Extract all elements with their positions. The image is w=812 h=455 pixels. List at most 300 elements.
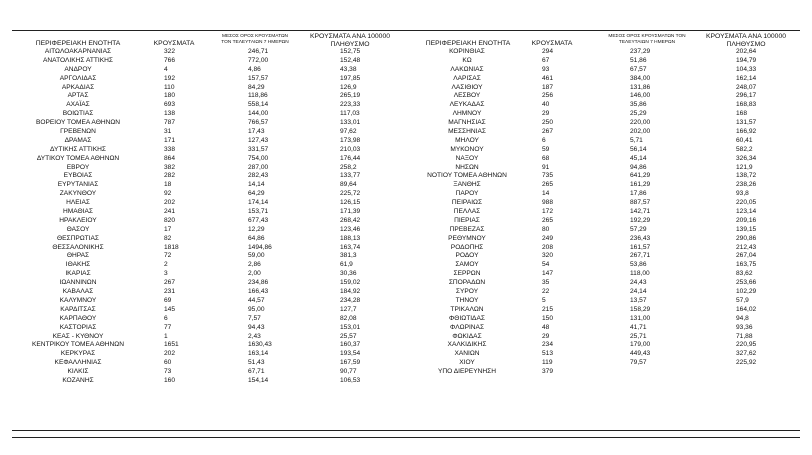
avg7-cell: 179,00 <box>630 341 651 349</box>
per100k-cell: 163,74 <box>340 243 361 251</box>
region-cell: ΜΥΚΟΝΟΥ <box>450 145 484 153</box>
region-cell: ΚΙΛΚΙΣ <box>67 368 89 376</box>
cases-cell: 48 <box>542 323 550 331</box>
bottom-rule <box>12 430 800 431</box>
avg7-cell: 158,29 <box>630 305 651 313</box>
bottom-rule-2 <box>12 437 800 438</box>
table-row <box>408 368 798 377</box>
avg7-cell: 192,29 <box>630 216 651 224</box>
table-row <box>12 66 404 75</box>
table-row <box>12 128 404 137</box>
avg7-cell: 7,57 <box>248 314 261 322</box>
table-row <box>12 261 404 270</box>
per100k-cell: 71,88 <box>736 332 753 340</box>
per100k-cell: 163,75 <box>736 261 757 269</box>
avg7-cell: 2,86 <box>248 261 261 269</box>
cases-cell: 250 <box>542 119 554 127</box>
per100k-cell: 168 <box>736 110 748 118</box>
cases-cell: 461 <box>542 74 554 82</box>
region-cell: ΚΕΑΣ - ΚΥΘΝΟΥ <box>52 332 104 340</box>
avg7-cell: 118,00 <box>630 270 650 278</box>
cases-cell: 241 <box>164 208 176 216</box>
region-cell: ΝΑΞΟΥ <box>455 154 479 162</box>
cases-cell: 787 <box>164 119 176 127</box>
per100k-cell: 160,37 <box>340 341 361 349</box>
region-cell: ΚΕΝΤΡΙΚΟΥ ΤΟΜΕΑ ΑΘΗΝΩΝ <box>32 341 124 349</box>
per100k-cell: 30,36 <box>340 270 357 278</box>
per100k-cell: 126,15 <box>340 199 361 207</box>
cases-cell: 282 <box>164 172 176 180</box>
table-row <box>408 350 798 359</box>
per100k-cell: 327,62 <box>736 350 757 358</box>
region-cell: ΚΑΛΥΜΝΟΥ <box>59 296 97 304</box>
region-cell: ΗΛΕΙΑΣ <box>66 199 90 207</box>
cases-cell: 68 <box>542 154 550 162</box>
cases-cell: 91 <box>542 163 550 171</box>
region-cell: ΕΥΡΥΤΑΝΙΑΣ <box>57 181 99 189</box>
table-row <box>408 288 798 297</box>
cases-cell: 6 <box>164 314 168 322</box>
cases-cell: 35 <box>542 279 550 287</box>
per100k-cell: 43,38 <box>340 65 357 73</box>
table-row <box>12 368 404 377</box>
table-row <box>12 208 404 217</box>
cases-cell: 766 <box>164 56 176 64</box>
avg7-cell: 64,29 <box>248 190 265 198</box>
header-cases-right: ΚΡΟΥΣΜΑΤΑ <box>531 40 573 47</box>
region-cell: ΠΑΡΟΥ <box>455 190 479 198</box>
table-row <box>408 75 798 84</box>
table-row <box>12 324 404 333</box>
avg7-cell: 2,00 <box>248 270 261 278</box>
region-cell: ΥΠΟ ΔΙΕΡΕΥΝΗΣΗ <box>438 368 496 376</box>
region-cell: ΚΟΡΙΝΘΙΑΣ <box>449 48 485 55</box>
table-row <box>12 84 404 93</box>
region-cell: ΣΠΟΡΑΔΩΝ <box>448 279 486 287</box>
cases-cell: 29 <box>542 332 550 340</box>
region-cell: ΘΕΣΠΡΩΤΙΑΣ <box>56 234 100 242</box>
avg7-cell: 331,57 <box>248 145 269 153</box>
cases-cell: 864 <box>164 154 176 162</box>
avg7-cell: 220,00 <box>630 119 651 127</box>
per100k-cell: 168,83 <box>736 101 757 109</box>
cases-cell: 265 <box>542 181 554 189</box>
cases-cell: 1 <box>164 332 168 340</box>
avg7-cell: 384,00 <box>630 74 651 82</box>
region-cell: ΞΑΝΘΗΣ <box>453 181 481 189</box>
per100k-cell: 267,04 <box>736 252 757 260</box>
avg7-cell: 44,57 <box>248 296 265 304</box>
region-cell: ΤΗΝΟΥ <box>455 296 479 304</box>
table-row <box>12 110 404 119</box>
table-row <box>408 101 798 110</box>
region-cell: ΠΡΕΒΕΖΑΣ <box>449 225 485 233</box>
cases-cell: 54 <box>542 261 550 269</box>
cases-cell: 69 <box>164 296 172 304</box>
cases-cell: 1818 <box>164 243 179 251</box>
avg7-cell: 2,43 <box>248 332 261 340</box>
region-cell: ΜΑΓΝΗΣΙΑΣ <box>448 119 486 127</box>
avg7-cell: 94,86 <box>630 163 647 171</box>
cases-cell: 267 <box>542 128 554 136</box>
table-row <box>12 119 404 128</box>
table-row <box>12 164 404 173</box>
avg7-cell: 246,71 <box>248 48 269 55</box>
avg7-cell: 449,43 <box>630 350 651 358</box>
region-cell: ΘΗΡΑΣ <box>66 252 90 260</box>
region-cell: ΜΗΛΟΥ <box>455 136 479 144</box>
region-cell: ΑΡΚΑΔΙΑΣ <box>61 83 95 91</box>
avg7-cell: 1494,86 <box>248 243 272 251</box>
region-cell: ΑΙΤΩΛΟΑΚΑΡΝΑΝΙΑΣ <box>44 48 112 55</box>
avg7-cell: 14,14 <box>248 181 265 189</box>
cases-cell: 735 <box>542 172 554 180</box>
avg7-cell: 234,86 <box>248 279 269 287</box>
cases-cell: 172 <box>542 208 554 216</box>
cases-cell: 2 <box>164 261 168 269</box>
avg7-cell: 267,71 <box>630 252 651 260</box>
per100k-cell: 139,15 <box>736 225 757 233</box>
cases-cell: 150 <box>542 314 554 322</box>
table-row <box>408 217 798 226</box>
avg7-cell: 641,29 <box>630 172 651 180</box>
per100k-cell: 234,28 <box>340 296 361 304</box>
avg7-cell: 79,57 <box>630 359 647 367</box>
avg7-cell: 236,43 <box>630 234 651 242</box>
region-cell: ΚΑΣΤΟΡΙΑΣ <box>59 323 97 331</box>
avg7-cell: 282,43 <box>248 172 269 180</box>
avg7-cell: 17,86 <box>630 190 647 198</box>
cases-cell: 4 <box>164 65 168 73</box>
table-row <box>12 341 404 350</box>
region-cell: ΕΥΒΟΙΑΣ <box>63 172 93 180</box>
region-cell: ΑΡΤΑΣ <box>67 92 89 100</box>
cases-cell: 202 <box>164 199 176 207</box>
avg7-cell: 25,29 <box>630 110 647 118</box>
table-row <box>12 252 404 261</box>
cases-cell: 22 <box>542 288 550 296</box>
cases-cell: 160 <box>164 376 176 384</box>
header-per100k-left: ΚΡΟΥΣΜΑΤΑ ΑΝΑ 100000 ΠΛΗΘΥΣΜΟ <box>309 33 391 48</box>
avg7-cell: 56,14 <box>630 145 647 153</box>
avg7-cell: 12,29 <box>248 225 265 233</box>
per100k-cell: 164,02 <box>736 305 757 313</box>
per100k-cell: 193,54 <box>340 350 361 358</box>
cases-cell: 147 <box>542 270 554 278</box>
left-table-body <box>12 48 404 386</box>
table-row <box>12 244 404 253</box>
avg7-cell: 174,14 <box>248 199 269 207</box>
region-cell: ΛΑΡΙΣΑΣ <box>453 74 481 82</box>
per100k-cell: 268,42 <box>340 216 361 224</box>
region-cell: ΚΑΡΠΑΘΟΥ <box>59 314 97 322</box>
table-row <box>408 172 798 181</box>
cases-cell: 249 <box>542 234 554 242</box>
right-table-body <box>408 48 798 377</box>
per100k-cell: 171,39 <box>340 208 361 216</box>
table-row <box>12 137 404 146</box>
table-row <box>408 119 798 128</box>
region-cell: ΚΑΡΔΙΤΣΑΣ <box>60 305 96 313</box>
region-cell: ΚΕΡΚΥΡΑΣ <box>60 350 96 358</box>
per100k-cell: 93,36 <box>736 323 753 331</box>
per100k-cell: 121,9 <box>736 163 753 171</box>
cases-cell: 3 <box>164 270 168 278</box>
table-row <box>12 359 404 368</box>
avg7-cell: 118,86 <box>248 92 268 100</box>
region-cell: ΑΝΔΡΟΥ <box>64 65 92 73</box>
cases-cell: 320 <box>542 252 554 260</box>
avg7-cell: 144,00 <box>248 110 269 118</box>
table-row <box>12 48 404 57</box>
per100k-cell: 166,92 <box>736 128 757 136</box>
table-row <box>12 146 404 155</box>
avg7-cell: 142,71 <box>630 208 651 216</box>
avg7-cell: 95,00 <box>248 305 265 313</box>
header-avg7-right: ΜΕΣΟΣ ΟΡΟΣ ΚΡΟΥΣΜΑΤΩΝ ΤΟΝ ΤΕΛΕΥΤΑΙΩΝ 7 ΗΜΕΡΩΝ <box>608 34 686 45</box>
avg7-cell: 677,43 <box>248 216 269 224</box>
per100k-cell: 265,19 <box>340 92 361 100</box>
per100k-cell: 152,48 <box>340 56 361 64</box>
region-cell: ΛΕΥΚΑΔΑΣ <box>449 101 485 109</box>
table-row <box>408 57 798 66</box>
cases-cell: 59 <box>542 145 550 153</box>
cases-cell: 988 <box>542 199 554 207</box>
cases-cell: 265 <box>542 216 554 224</box>
table-row <box>12 315 404 324</box>
table-row <box>12 333 404 342</box>
table-row <box>12 155 404 164</box>
avg7-cell: 754,00 <box>248 154 269 162</box>
avg7-cell: 287,00 <box>248 163 269 171</box>
region-cell: ΠΙΕΡΙΑΣ <box>454 216 480 224</box>
avg7-cell: 51,43 <box>248 359 265 367</box>
avg7-cell: 67,71 <box>248 368 265 376</box>
cases-cell: 171 <box>164 136 176 144</box>
cases-cell: 92 <box>164 190 172 198</box>
region-cell: ΛΑΚΩΝΙΑΣ <box>450 65 484 73</box>
cases-cell: 322 <box>164 48 176 55</box>
per100k-cell: 296,17 <box>736 92 757 100</box>
region-cell: ΒΟΡΕΙΟΥ ΤΟΜΕΑ ΑΘΗΝΩΝ <box>35 119 121 127</box>
per100k-cell: 188,13 <box>340 234 361 242</box>
per100k-cell: 162,14 <box>736 74 757 82</box>
cases-cell: 138 <box>164 110 176 118</box>
per100k-cell: 117,03 <box>340 110 360 118</box>
table-row <box>12 288 404 297</box>
per100k-cell: 176,44 <box>340 154 361 162</box>
region-cell: ΣΕΡΡΩΝ <box>453 270 481 278</box>
region-cell: ΡΟΔΟΠΗΣ <box>450 243 484 251</box>
table-row <box>12 306 404 315</box>
avg7-cell: 4,86 <box>248 65 261 73</box>
cases-cell: 256 <box>542 92 554 100</box>
avg7-cell: 45,14 <box>630 154 647 162</box>
region-cell: ΕΒΡΟΥ <box>66 163 90 171</box>
table-row <box>12 350 404 359</box>
avg7-cell: 558,14 <box>248 101 269 109</box>
table-row <box>12 297 404 306</box>
header-region-left: ΠΕΡΙΦΕΡΕΙΑΚΗ ΕΝΟΤΗΤΑ <box>35 40 121 47</box>
per100k-cell: 89,64 <box>340 181 357 189</box>
cases-cell: 234 <box>542 341 554 349</box>
cases-cell: 1651 <box>164 341 179 349</box>
cases-cell: 187 <box>542 83 554 91</box>
table-row <box>12 199 404 208</box>
cases-cell: 379 <box>542 368 554 376</box>
table-row <box>408 110 798 119</box>
avg7-cell: 157,57 <box>248 74 269 82</box>
avg7-cell: 127,43 <box>248 136 269 144</box>
cases-cell: 5 <box>542 296 546 304</box>
cases-cell: 6 <box>542 136 546 144</box>
cases-cell: 145 <box>164 305 176 313</box>
cases-cell: 338 <box>164 145 176 153</box>
avg7-cell: 153,71 <box>248 208 269 216</box>
region-cell: ΡΟΔΟΥ <box>455 252 479 260</box>
per100k-cell: 90,77 <box>340 368 357 376</box>
cases-cell: 231 <box>164 288 176 296</box>
per100k-cell: 220,95 <box>736 341 757 349</box>
avg7-cell: 163,14 <box>248 350 269 358</box>
table-row <box>408 48 798 57</box>
region-cell: ΖΑΚΥΝΘΟΥ <box>59 190 97 198</box>
region-cell: ΙΘΑΚΗΣ <box>65 261 91 269</box>
per100k-cell: 220,05 <box>736 199 757 207</box>
per100k-cell: 60,41 <box>736 136 753 144</box>
avg7-cell: 64,86 <box>248 234 265 242</box>
table-row <box>408 137 798 146</box>
table-row <box>12 92 404 101</box>
per100k-cell: 253,66 <box>736 279 757 287</box>
avg7-cell: 35,86 <box>630 101 647 109</box>
table-row <box>408 333 798 342</box>
per100k-cell: 194,79 <box>736 56 757 64</box>
per100k-cell: 133,01 <box>340 119 361 127</box>
per100k-cell: 82,08 <box>340 314 357 322</box>
per100k-cell: 209,16 <box>736 216 757 224</box>
per100k-cell: 197,85 <box>340 74 361 82</box>
table-row <box>408 226 798 235</box>
cases-cell: 693 <box>164 101 176 109</box>
per100k-cell: 290,86 <box>736 234 757 242</box>
table-row <box>408 244 798 253</box>
cases-cell: 73 <box>164 368 172 376</box>
region-cell: ΔΥΤΙΚΗΣ ΑΤΤΙΚΗΣ <box>50 145 106 153</box>
region-cell: ΛΕΣΒΟΥ <box>453 92 481 100</box>
avg7-cell: 146,00 <box>630 92 651 100</box>
per100k-cell: 238,26 <box>736 181 757 189</box>
cases-cell: 294 <box>542 48 554 55</box>
per100k-cell: 248,07 <box>736 83 757 91</box>
region-cell: ΙΩΑΝΝΙΝΩΝ <box>59 279 97 287</box>
cases-cell: 820 <box>164 216 176 224</box>
table-row <box>12 217 404 226</box>
avg7-cell: 67,57 <box>630 65 647 73</box>
table-row <box>408 199 798 208</box>
region-cell: ΚΑΒΑΛΑΣ <box>62 288 94 296</box>
per100k-cell: 94,8 <box>736 314 749 322</box>
cases-cell: 82 <box>164 234 172 242</box>
table-row <box>408 270 798 279</box>
region-cell: ΜΕΣΣΗΝΙΑΣ <box>448 128 486 136</box>
avg7-cell: 17,43 <box>248 128 265 136</box>
avg7-cell: 131,00 <box>630 314 651 322</box>
per100k-cell: 223,33 <box>340 101 361 109</box>
per100k-cell: 127,7 <box>340 305 357 313</box>
cases-cell: 180 <box>164 92 176 100</box>
per100k-cell: 381,3 <box>340 252 357 260</box>
avg7-cell: 154,14 <box>248 376 269 384</box>
table-row <box>12 101 404 110</box>
region-cell: ΙΚΑΡΙΑΣ <box>65 270 91 278</box>
cases-cell: 119 <box>542 359 553 367</box>
region-cell: ΗΜΑΘΙΑΣ <box>63 208 93 216</box>
per100k-cell: 93,8 <box>736 190 749 198</box>
per100k-cell: 104,33 <box>736 65 757 73</box>
region-cell: ΔΥΤΙΚΟΥ ΤΟΜΕΑ ΑΘΗΝΩΝ <box>36 154 120 162</box>
per100k-cell: 225,72 <box>340 190 361 198</box>
avg7-cell <box>602 368 702 377</box>
per100k-cell: 131,57 <box>736 119 757 127</box>
per100k-cell: 202,64 <box>736 48 757 55</box>
avg7-cell: 766,57 <box>248 119 269 127</box>
per100k-cell: 106,53 <box>340 376 361 384</box>
avg7-cell: 1630,43 <box>248 341 272 349</box>
region-cell: ΛΑΣΙΘΙΟΥ <box>451 83 483 91</box>
table-row <box>408 92 798 101</box>
avg7-cell: 772,00 <box>248 56 269 64</box>
per100k-cell <box>702 368 798 377</box>
per100k-cell: 210,03 <box>340 145 361 153</box>
cases-cell: 77 <box>164 323 172 331</box>
per100k-cell: 25,57 <box>340 332 357 340</box>
avg7-cell: 161,57 <box>630 243 651 251</box>
region-cell: ΣΑΜΟΥ <box>455 261 479 269</box>
per100k-cell: 326,34 <box>736 154 757 162</box>
cases-cell: 208 <box>542 243 554 251</box>
top-rule <box>12 30 800 31</box>
cases-cell: 93 <box>542 65 550 73</box>
cases-cell: 60 <box>164 359 172 367</box>
per100k-cell: 582,2 <box>736 145 753 153</box>
table-row <box>408 84 798 93</box>
cases-cell: 382 <box>164 163 176 171</box>
cases-cell: 72 <box>164 252 172 260</box>
cases-cell: 110 <box>164 83 175 91</box>
per100k-cell: 153,01 <box>340 323 361 331</box>
avg7-cell: 84,29 <box>248 83 265 91</box>
per100k-cell: 184,92 <box>340 288 361 296</box>
avg7-cell: 94,43 <box>248 323 265 331</box>
region-cell: ΔΡΑΜΑΣ <box>64 136 92 144</box>
per100k-cell: 173,98 <box>340 136 361 144</box>
table-row <box>408 297 798 306</box>
per100k-cell: 225,92 <box>736 359 757 367</box>
avg7-cell: 41,71 <box>630 323 647 331</box>
region-cell: ΠΕΙΡΑΙΩΣ <box>451 199 483 207</box>
avg7-cell: 131,86 <box>630 83 651 91</box>
cases-cell: 267 <box>164 279 176 287</box>
region-cell: ΑΝΑΤΟΛΙΚΗΣ ΑΤΤΙΚΗΣ <box>43 56 113 64</box>
region-cell: ΘΑΣΟΥ <box>66 225 90 233</box>
avg7-cell: 53,86 <box>630 261 647 269</box>
region-cell: ΚΟΖΑΝΗΣ <box>62 376 94 384</box>
region-cell: ΒΟΙΩΤΙΑΣ <box>62 110 94 118</box>
cases-cell: 18 <box>164 181 172 189</box>
region-cell: ΘΕΣΣΑΛΟΝΙΚΗΣ <box>52 243 104 251</box>
region-cell: ΗΡΑΚΛΕΙΟΥ <box>59 216 97 224</box>
